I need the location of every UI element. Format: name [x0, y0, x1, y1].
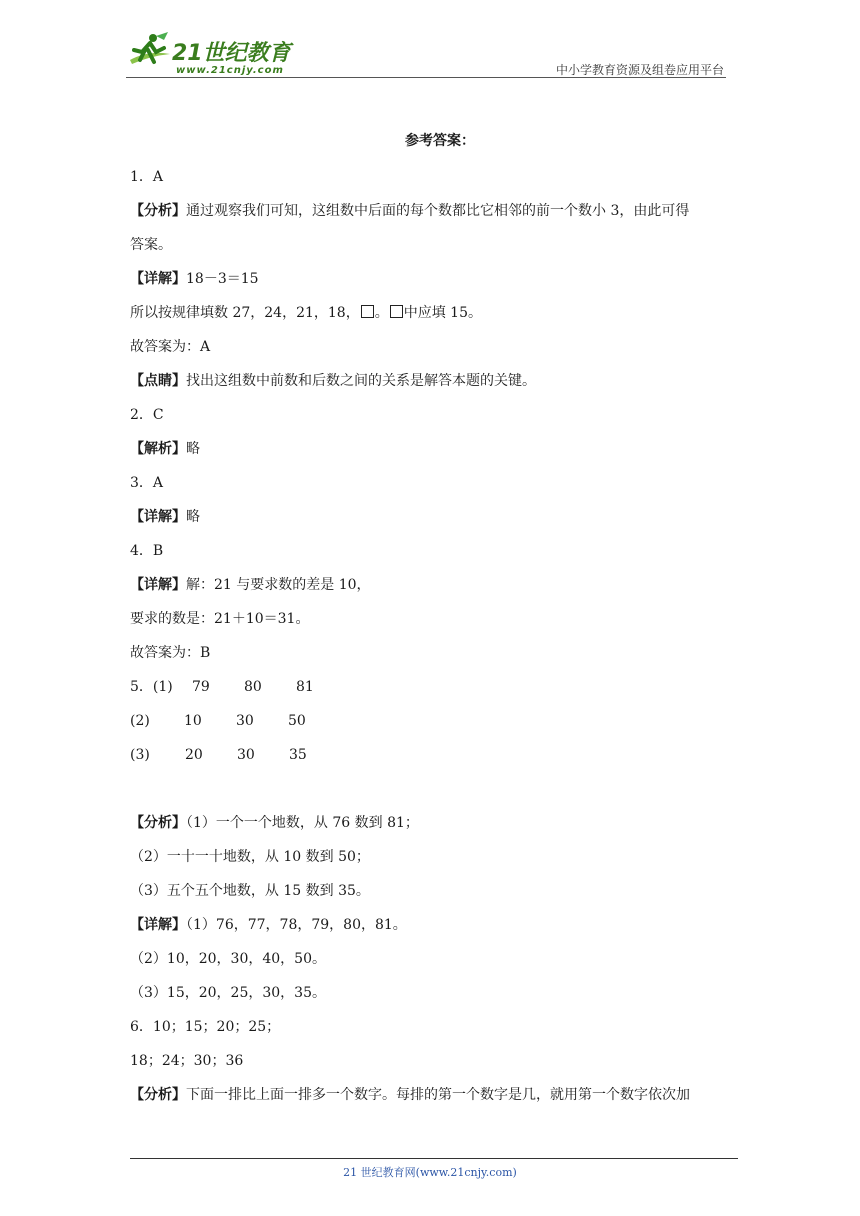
q5-analysis-tag: 【分析】 — [130, 815, 186, 831]
q1-answer: 故答案为：A — [130, 339, 211, 355]
blank-box-icon — [390, 305, 403, 318]
q1-analysis-text-2: 答案。 — [130, 237, 172, 253]
q5-cell: 81 — [296, 679, 314, 695]
page-header — [0, 0, 860, 80]
q3-explanation — [130, 500, 750, 534]
q3-number: 3．A — [130, 475, 164, 491]
q5-detail-tag: 【详解】 — [130, 917, 186, 933]
q6-line-2: 18；24；30；36 — [130, 1053, 244, 1069]
runner-logo-icon — [126, 30, 172, 76]
q6-line-1: 6．10；15；20；25； — [130, 1019, 281, 1035]
page-footer[interactable]: 21 世纪教育网(www.21cnjy.com) — [343, 1166, 517, 1179]
q4-answer: 故答案为：B — [130, 645, 211, 661]
q5-analysis-text-2: （2）一十一十地数，从 10 数到 50； — [130, 849, 370, 865]
q5-cell: 35 — [289, 747, 307, 763]
q5-analysis-text-3: （3）五个五个地数，从 15 数到 35。 — [130, 883, 370, 899]
header-divider — [126, 77, 726, 78]
q6-analysis-tag: 【分析】 — [130, 1087, 186, 1103]
q5-cell: 80 — [244, 679, 262, 695]
q5-cell: 10 — [184, 713, 202, 729]
q5-detail-text-3: （3）15，20，25，30，35。 — [130, 985, 326, 1001]
q2-number: 2．C — [130, 407, 164, 423]
q4-text-2: 要求的数是：21＋10＝31。 — [130, 611, 310, 627]
q1-detail — [130, 262, 750, 296]
q1-analysis-text-1: 通过观察我们可知，这组数中后面的每个数都比它相邻的前一个数小 3，由此可得 — [186, 203, 690, 219]
q5-row-label: (2) — [130, 713, 150, 729]
q5-row-3 — [130, 738, 750, 772]
answer-key — [130, 126, 750, 1112]
q1-point — [130, 364, 750, 398]
q5-row-2 — [130, 704, 750, 738]
site-label: 中小学教育资源及组卷应用平台 — [555, 63, 724, 77]
page-title: 参考答案： — [405, 133, 475, 149]
q5-cell: 30 — [236, 713, 254, 729]
q6-analysis — [130, 1078, 750, 1112]
q2-tag: 【解析】 — [130, 441, 186, 457]
q5-detail-1 — [130, 908, 750, 942]
blank-box-icon — [361, 305, 374, 318]
spacer — [130, 772, 750, 806]
logo-url-text: www.21cnjy.com — [176, 65, 284, 76]
q1-point-text: 找出这组数中前数和后数之间的关系是解答本题的关键。 — [186, 373, 536, 389]
q5-cell: 79 — [192, 679, 210, 695]
q5-row-1 — [130, 670, 750, 704]
site-logo[interactable] — [126, 30, 296, 78]
q1-analysis-line-1 — [130, 194, 750, 228]
q4-number: 4．B — [130, 543, 164, 559]
q5-analysis-text-1: （1）一个一个地数，从 76 数到 81； — [186, 815, 419, 831]
q1-fill-text-a: 所以按规律填数 27，24，21，18， — [130, 305, 360, 321]
q3-tag: 【详解】 — [130, 509, 186, 525]
q5-detail-text-2: （2）10，20，30，40，50。 — [130, 951, 326, 967]
q1-detail-text: 18－3＝15 — [186, 271, 259, 287]
q1-analysis-tag: 【分析】 — [130, 203, 186, 219]
q1-detail-tag: 【详解】 — [130, 271, 186, 287]
q5-cell: 50 — [288, 713, 306, 729]
q6-analysis-text: 下面一排比上面一排多一个数字。每排的第一个数字是几，就用第一个数字依次加 — [186, 1087, 690, 1103]
q1-number: 1．A — [130, 169, 164, 185]
q4-text-1: 解：21 与要求数的差是 10， — [186, 577, 371, 593]
footer-divider — [130, 1158, 738, 1159]
q1-fill-text-b: 。 — [374, 305, 389, 321]
q1-fill-line — [130, 296, 750, 330]
q3-text: 略 — [186, 509, 200, 525]
q1-fill-text-c: 中应填 15。 — [403, 305, 482, 321]
q5-cell: 30 — [237, 747, 255, 763]
q5-cell: 20 — [185, 747, 203, 763]
q2-explanation — [130, 432, 750, 466]
logo-brand-text: 21世纪教育 — [172, 41, 291, 66]
q5-analysis-1 — [130, 806, 750, 840]
q4-tag: 【详解】 — [130, 577, 186, 593]
q2-text: 略 — [186, 441, 200, 457]
q5-row-label: (3) — [130, 747, 150, 763]
q5-detail-text-1: （1）76，77，78，79，80，81。 — [186, 917, 407, 933]
q4-detail — [130, 568, 750, 602]
q5-row-label: 5．(1) — [130, 679, 173, 695]
q1-point-tag: 【点睛】 — [130, 373, 186, 389]
